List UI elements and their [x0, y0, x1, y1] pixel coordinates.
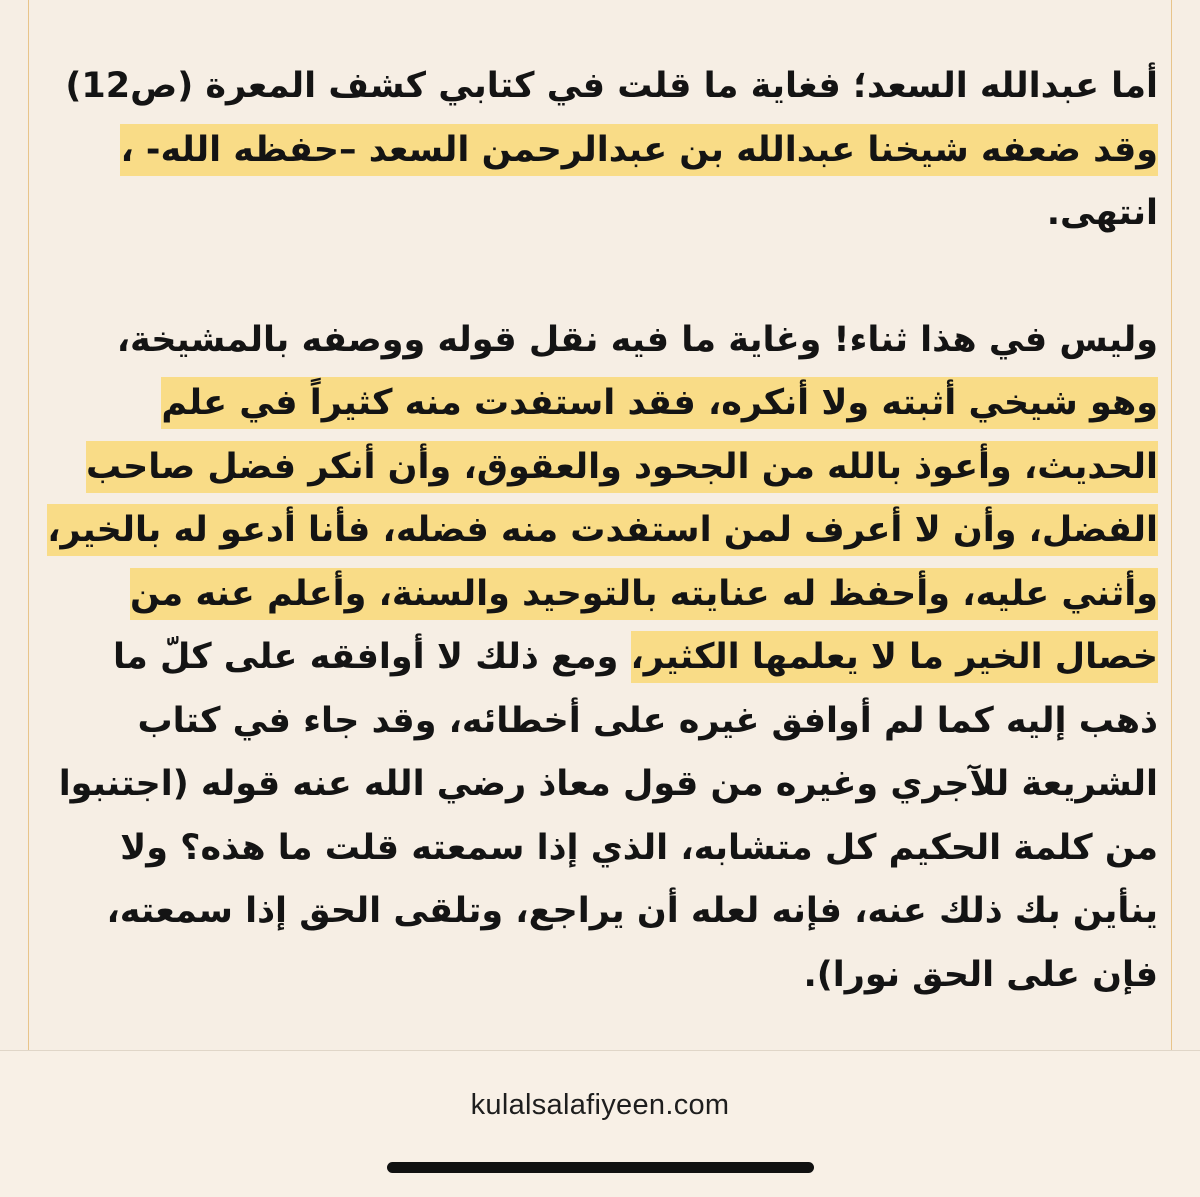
home-indicator[interactable] [387, 1162, 814, 1173]
paragraph-2-rest: ومع ذلك لا أوافقه على كلّ ما ذهب إليه كما لم أوافق غيره على أخطائه، وقد جاء في كتاب الشريعة للآجري وغيره من قول معاذ رضي الله عنه قوله (اجتنبوا من كلمة الحكيم كل متشابه، الذي إذا سمعته قلت ما هذه؟ ولا ينأين بك ذلك عنه، فإنه لعله أن يراجع، وتلقى الحق إذا سمعته، فإن على الحق نورا). [58, 637, 1158, 995]
paragraph-1-intro: أما عبدالله السعد؛ فغاية ما قلت في كتابي كشف المعرة (ص12) [65, 66, 1158, 106]
page-border-right [1171, 0, 1172, 1050]
highlighted-quote-1: وقد ضعفه شيخنا عبدالله بن عبدالرحمن السعد –حفظه الله- ، [120, 124, 1158, 176]
highlighted-quote-2: وهو شيخي أثبته ولا أنكره، فقد استفدت منه كثيراً في علم الحديث، وأعوذ بالله من الجحود والعقوق، وأن أنكر فضل صاحب الفضل، وأن لا أعرف لمن استفدت منه فضله، فأنا أدعو له بالخير، وأثني عليه، وأحفظ له عنايته بالتوحيد والسنة، وأعلم عنه من خصال الخير ما لا يعلمها الكثير، [47, 377, 1158, 683]
page-border-left [28, 0, 29, 1050]
paragraph-1 [40, 55, 1158, 246]
url-label[interactable]: kulalsalafiyeen.com [470, 1089, 730, 1121]
browser-bottom-bar [0, 1050, 1200, 1197]
paragraph-1-end: انتهى. [1046, 193, 1158, 233]
article-text [40, 55, 1158, 1007]
paragraph-2 [40, 309, 1158, 1008]
paragraph-2-intro: وليس في هذا ثناء! وغاية ما فيه نقل قوله ووصفه بالمشيخة، [116, 319, 1158, 360]
